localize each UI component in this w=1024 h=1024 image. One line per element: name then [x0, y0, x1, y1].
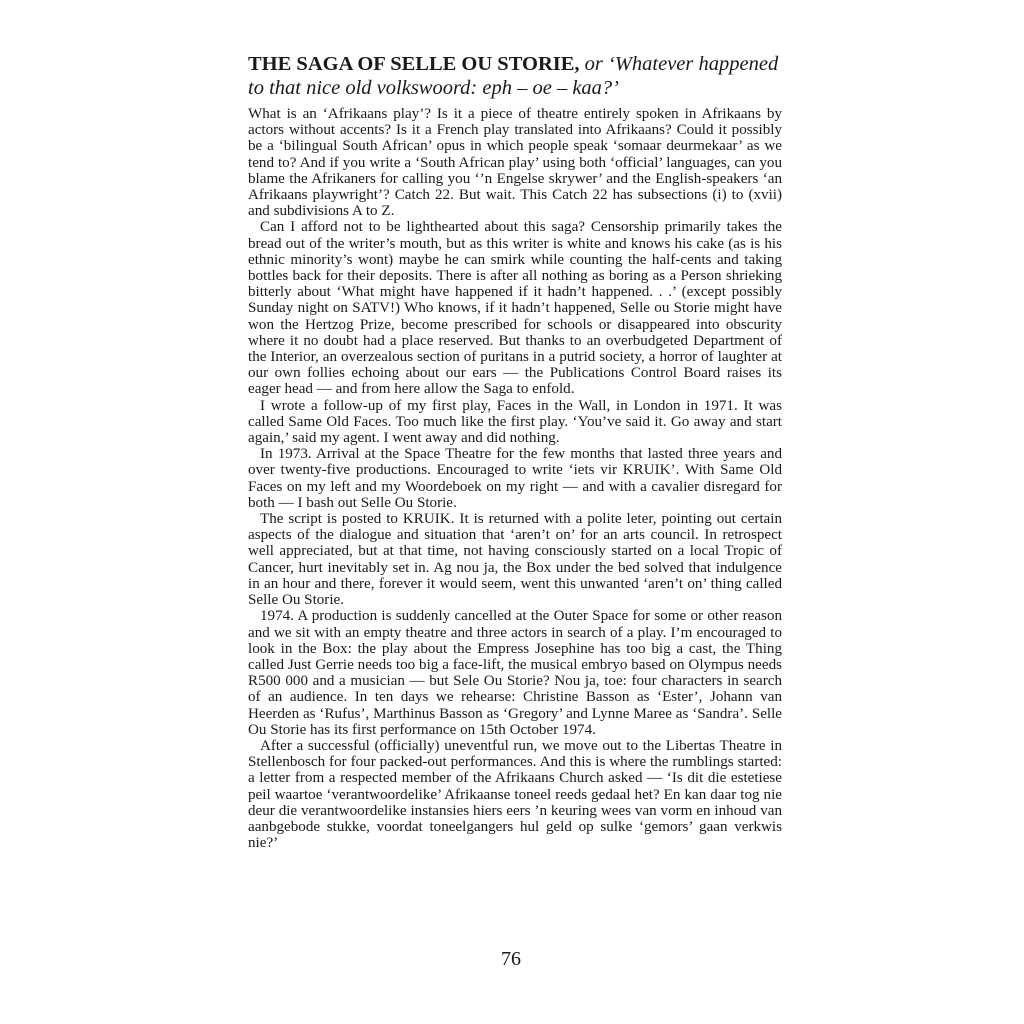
paragraph: 1974. A production is suddenly cancelled at the Outer Space for some or other reason and we sit with an empty theatre and three actors in search of a play. I’m encouraged to look in the Box: the play about the Empress Josephine has too big a cast, the Thing called Just Gerrie needs too big a face-lift, the musical embryo based on Olympus needs R500 000 and a musician — but Sele Ou Storie? Nou ja, toe: four characters in search of an audience. In ten days we rehearse: Christine Basson as ‘Ester’, Johann van Heerden as ‘Rufus’, Marthinus Basson as ‘Gregory’ and Lynne Maree as ‘Sandra’. Selle Ou Storie has its first performance on 15th October 1974. — [248, 608, 782, 738]
title-subtitle: or ‘Whatever happened to that nice old volkswoord: eph – oe – kaa?’ — [248, 53, 779, 99]
article-title — [248, 52, 782, 100]
paragraph: I wrote a follow-up of my first play, Faces in the Wall, in London in 1971. It was called Same Old Faces. Too much like the first play. ‘You’ve said it. Go away and start again,’ said my agent. I went away and did nothing. — [248, 397, 782, 447]
page-number: 76 — [501, 948, 521, 970]
title-main: THE SAGA OF SELLE OU STORIE, — [248, 53, 580, 75]
page-content — [248, 52, 782, 851]
paragraph: In 1973. Arrival at the Space Theatre for the few months that lasted three years and over twenty-five productions. Encouraged to write ‘iets vir KRUIK’. With Same Old Faces on my left and my Woordeboek on my right — and with a cavalier disregard for both — I bash out Selle Ou Storie. — [248, 446, 782, 511]
paragraph: Can I afford not to be lighthearted about this saga? Censorship primarily takes the bread out of the writer’s mouth, but as this writer is white and knows his cake (as is his ethnic minority’s wont) maybe he can smirk while counting the half-cents and taking bottles back for their deposits. There is after all nothing as boring as a Person shrieking bitterly about ‘What might have happened if it hadn’t happened. . .’ (except possibly Sunday night on SATV!) Who knows, if it hadn’t happened, Selle ou Storie might have won the Hertzog Prize, become prescribed for schools or disappeared into obscurity where it no doubt had a place reserved. But thanks to an overbudgeted Department of the Interior, an overzealous section of puritans in a putrid society, a horror of laughter at our own follies echoing about our ears — the Publications Control Board raises its eager head — and from here allow the Saga to enfold. — [248, 219, 782, 398]
paragraph: What is an ‘Afrikaans play’? Is it a piece of theatre entirely spoken in Afrikaans by actors without accents? Is it a French play translated into Afrikaans? Could it possibly be a ‘bilingual South African’ opus in which people speak ‘somaar deurmekaar’ as we tend to? And if you write a ‘South African play’ using both ‘official’ languages, can you blame the Afrikaners for calling you ‘’n Engelse skrywer’ and the English-speakers ‘an Afrikaans playwright’? Catch 22. But wait. This Catch 22 has subsections (i) to (xvii) and subdivisions A to Z. — [248, 106, 782, 220]
article-body — [248, 106, 782, 851]
paragraph: The script is posted to KRUIK. It is returned with a polite leter, pointing out certain aspects of the dialogue and situation that ‘aren’t on’ for an arts council. In retrospect well appreciated, but at that time, not having consciously started on a local Tropic of Cancer, hurt inevitably set in. Ag nou ja, the Box under the bed solved that indulgence in an hour and there, forever it would seem, went this unwanted ‘aren’t on’ thing called Selle Ou Storie. — [248, 511, 782, 609]
paragraph: After a successful (officially) uneventful run, we move out to the Libertas Theatre in Stellenbosch for four packed-out performances. And this is where the rumblings started: a letter from a respected member of the Afrikaans Church asked — ‘Is dit die estetiese peil waartoe ‘verantwoordelike’ Afrikaanse toneel reeds gedaal het? En kan daar tog nie deur die verantwoordelike instansies hiers eers ’n keuring wees van vorm en inhoud van aanbgebode stukke, voordat toneelgangers hul geld op sulke ‘gemors’ gaan verkwis nie?’ — [248, 737, 782, 852]
